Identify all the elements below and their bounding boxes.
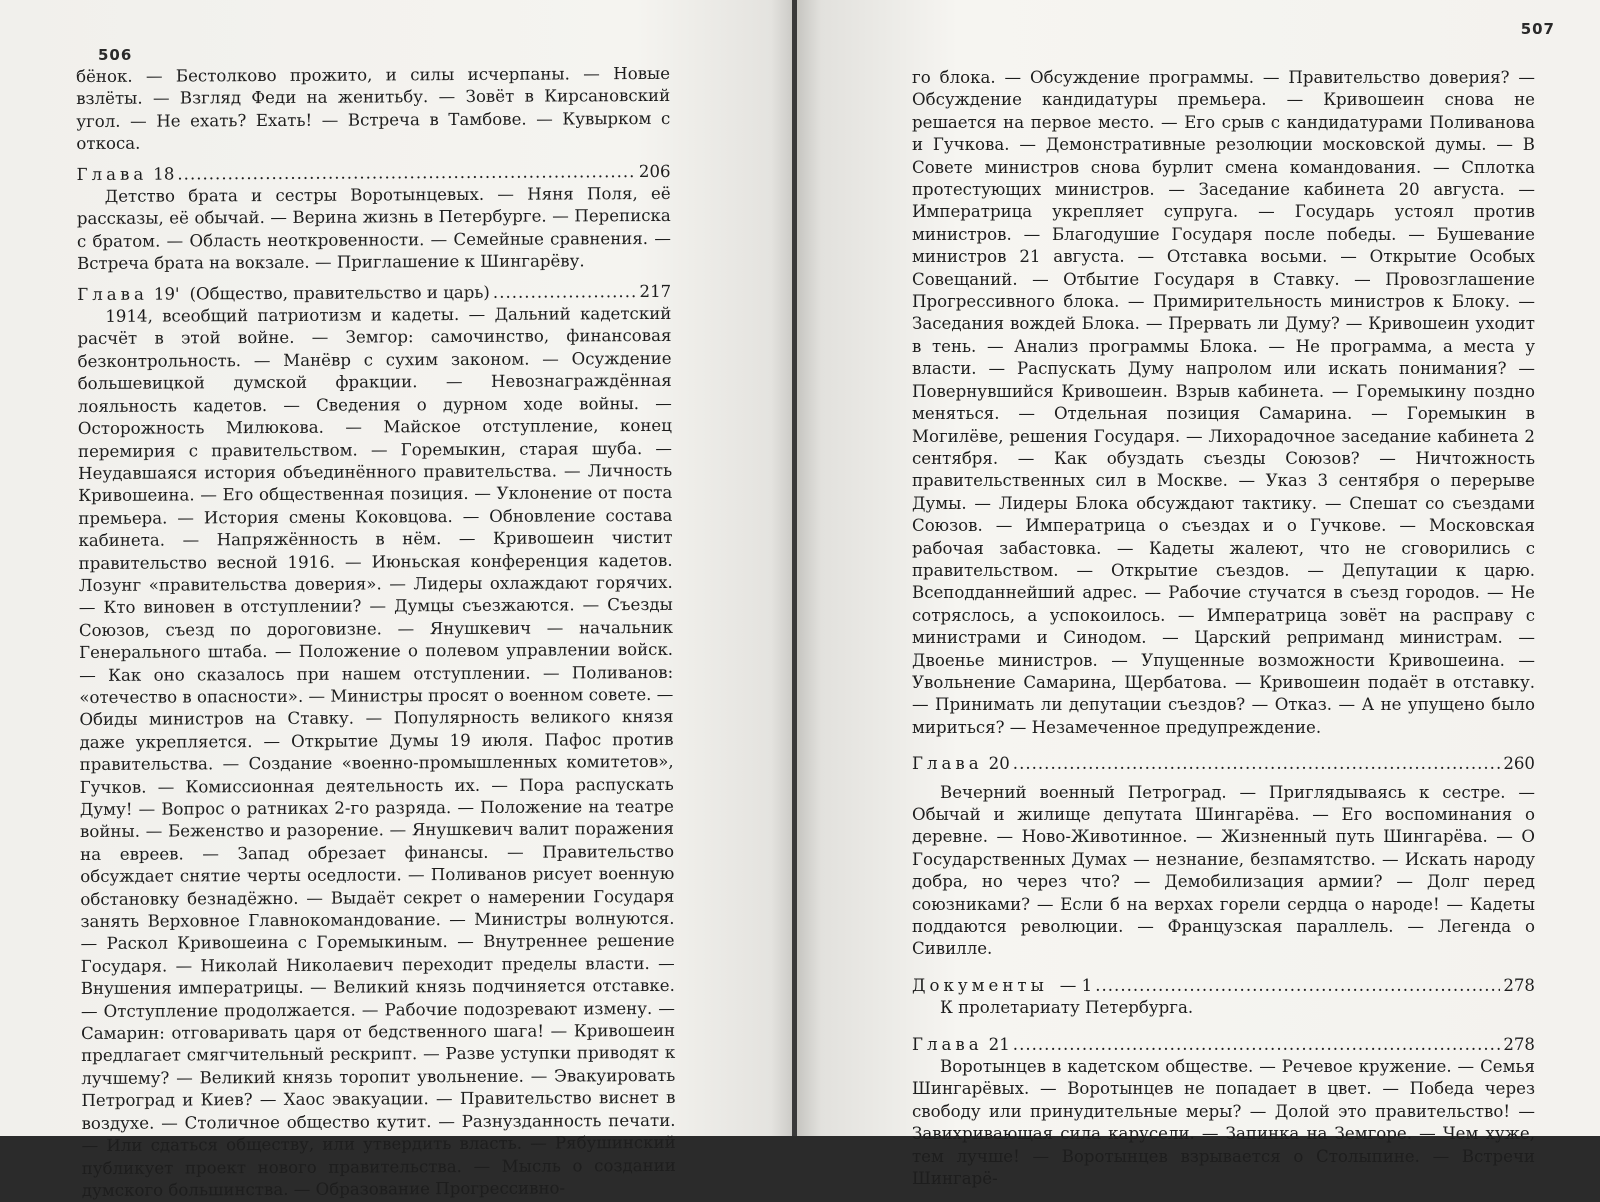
documents-number: — 1	[1059, 975, 1093, 995]
chapter-20-summary: Вечерний военный Петроград. — Приглядываясь к сестре. — Обычай и жилище депутата Шингарёва. — Его воспоминания о деревне. — Ново-Животинное. — Жизненный путь Шингарёва. — О Государственных Думах — незнание, безпамятство. — Искать народу добра, но через что? — Демобилизация армии? — Долг перед союзниками? — Если б на верхах горели сердца о народе! — Кадеты поддаются революции. — Французская параллель. — Легенда о Сивилле.	[912, 782, 1535, 959]
chapter-number: 21	[988, 1034, 1010, 1054]
chapter-number: 18	[153, 164, 175, 184]
leader-dots	[1013, 753, 1501, 775]
documents-label: Документы	[912, 975, 1048, 995]
chapter-18-summary: Детство брата и сестры Воротынцевых. — Няня Поля, её рассказы, её обычай. — Верина жизнь в Петербурге. — Переписка с братом. — Область неоткровенности. — Семейные сравнения. — Встреча брата на вокзале. — Приглашение к Шингарёву.	[76, 183, 671, 274]
chapter-page: 206	[638, 161, 671, 181]
right-intro-paragraph: го блока. — Обсуждение программы. — Правительство доверия? — Обсуждение кандидатуры премьера. — Кривошеин снова не решается на первое место. — Его срыв с кандидатурами Поливанова и Гучкова. — Демонстративные резолюции московской думы. — В Совете министров снова бурлит смена командования. — Сплотка протестующих министров. — Заседание кабинета 20 августа. — Императрица укрепляет супруга. — Государь устоял против министров. — Благодушие Государя после победы. — Бушевание министров 21 августа. — Отставка восьми. — Открытие Особых Совещаний. — Отбытие Государя в Ставку. — Провозглашение Прогрессивного блока. — Примирительность министров к Блоку. — Заседания вождей Блока. — Прервать ли Думу? — Кривошеин уходит в тень. — Анализ программы Блока. — Не программа, а места у власти. — Распускать Думу напролом или искать понимания? — Повернувшийся Кривошеин. Взрыв кабинета. — Горемыкину поздно меняться. — Отдельная позиция Самарина. — Горемыкин в Могилёве, решения Государя. — Лихорадочное заседание кабинета 2 сентября. — Как обуздать съезды Союзов? — Ничтожность правительственных сил в Москве. — Указ 3 сентября о перерыве Думы. — Лидеры Блока обсуждают тактику. — Спешат со съездами Союзов. — Императрица о съездах и о Гучкове. — Московская рабочая забастовка. — Кадеты жалеют, что не сговорились с правительством. — Открытие съездов. — Депутации к царю. Всеподданнейший адрес. — Рабочие стучатся в съезд городов. — Не сотряслось, а успокоилось. — Императрица зовёт на расправу с министрами и Синодом. — Царский реприманд министрам. — Двоенье министров. — Упущенные возможности Кривошеина. — Увольнение Самарина, Щербатова. — Кривошеин подаёт в отставку. — Принимать ли депутации съездов? — Отказ. — А не упущено было мириться? — Незамеченное предупреждение.	[912, 68, 1535, 737]
chapter-21-summary: Воротынцев в кадетском обществе. — Речевое кружение. — Семья Шингарёвых. — Воротынцев не попадает в цвет. — Победа через свободу или принудительные меры? — Долой это правительство! — Завихривающая сила карусели. — Запинка на Земгоре. — Чем хуже, тем лучше! — Воротынцев взрывается о Столыпине. — Встречи Шингарё-	[912, 1057, 1535, 1189]
chapter-label: Глава	[77, 284, 148, 304]
chapter-page: 217	[639, 281, 672, 301]
page-number-right: 507	[1520, 20, 1555, 38]
documents-1-summary: К пролетариату Петербурга.	[940, 998, 1194, 1018]
page-number-left: 506	[98, 46, 133, 64]
leader-dots	[1095, 975, 1500, 997]
documents-1-heading	[912, 975, 1535, 997]
chapter-label: Глава	[76, 164, 148, 184]
chapter-19-summary: 1914, всеобщий патриотизм и кадеты. — Дальний кадетский расчёт в этой войне. — Земгор: самочинство, финансовая безконтрольность. — Манёвр с сухим законом. — Осуждение большевицкой думской фракции. — Невознаграждённая лояльность кадетов. — Сведения о дурном ходе войны. — Осторожность Милюкова. — Майское отступление, конец перемирия с правительством. — Горемыкин, старая шуба. — Неудавшаяся история объединённого правительства. — Личность Кривошеина. — Его общественная позиция. — Уклонение от поста премьера. — История смены Коковцова. — Обновление состава кабинета. — Напряжённость в нём. — Кривошеин чистит правительство весной 1916. — Июньская конференция кадетов. Лозунг «правительства доверия». — Лидеры охлаждают горячих. — Кто виновен в отступлении? — Думцы съезжаются. — Съезды Союзов, съезд по дороговизне. — Янушкевич — начальник Генерального штаба. — Положение о полевом управлении войск. — Как оно сказалось при нашем отступлении. — Поливанов: «отечество в опасности». — Министры просят о военном совете. — Обиды министров на Ставку. — Популярность великого князя даже укрепляется. — Открытие Думы 19 июля. Пафос против правительства. — Создание «военно-промышленных комитетов», Гучков. — Комиссионная деятельность их. — Пора распускать Думу! — Вопрос о ратниках 2-го разряда. — Положение на театре войны. — Беженство и разорение. — Янушкевич валит поражения на евреев. — Запад обрезает финансы. — Правительство обсуждает снятие черты оседлости. — Поливанов рисует военную обстановку безнадёжно. — Выдаёт секрет о намерении Государя занять Верховное Главнокомандование. — Министры волнуются. — Раскол Кривошеина с Горемыкиным. — Внутреннее решение Государя. — Николай Николаевич переходит пределы власти. — Внушения императрицы. — Великий князь подчиняется отставке. — Отступление продолжается. — Рабочие подозревают измену. — Самарин: отговаривать царя от бедственного шага! — Кривошеин предлагает смягчительный рескрипт. — Разве уступки приводят к лучшему? — Великий князь торопит увольнение. — Эвакуировать Петроград и Киев? — Хаос эвакуации. — Правительство виснет в воздухе. — Столичное общество кутит. — Разнузданность печати. — Или сдаться обществу, или утвердить власть. — Рябушинский публикует проект нового правительства. — Мысль о создании думского большинства. — Образование Прогрессивно-	[77, 303, 676, 1200]
documents-page: 278	[1503, 975, 1535, 995]
leader-dots	[493, 281, 637, 304]
left-text-column	[76, 63, 676, 1202]
right-text-column	[912, 67, 1535, 1191]
chapter-19-heading	[77, 281, 671, 307]
chapter-subtitle: (Общество, правительство и царь)	[189, 282, 490, 304]
leader-dots	[177, 161, 636, 186]
left-intro-paragraph: бёнок. — Бестолково прожито, и силы исчерпаны. — Новые взлёты. — Взгляд Феди на женитьбу. — Зовёт в Кирсановский угол. — Не ехать? Ехать! — Встреча в Тамбове. — Кувырком с откоса.	[76, 63, 671, 154]
chapter-number: 19'	[153, 284, 180, 304]
left-page	[0, 0, 795, 1200]
right-page	[797, 0, 1600, 1189]
chapter-label: Глава	[912, 754, 983, 774]
chapter-page: 278	[1503, 1034, 1535, 1054]
chapter-page: 260	[1503, 754, 1535, 774]
chapter-number: 20	[988, 754, 1010, 774]
chapter-21-heading	[912, 1034, 1535, 1056]
leader-dots	[1013, 1034, 1501, 1056]
chapter-20-heading	[912, 753, 1535, 775]
chapter-label: Глава	[912, 1034, 983, 1054]
chapter-18-heading	[77, 161, 671, 187]
